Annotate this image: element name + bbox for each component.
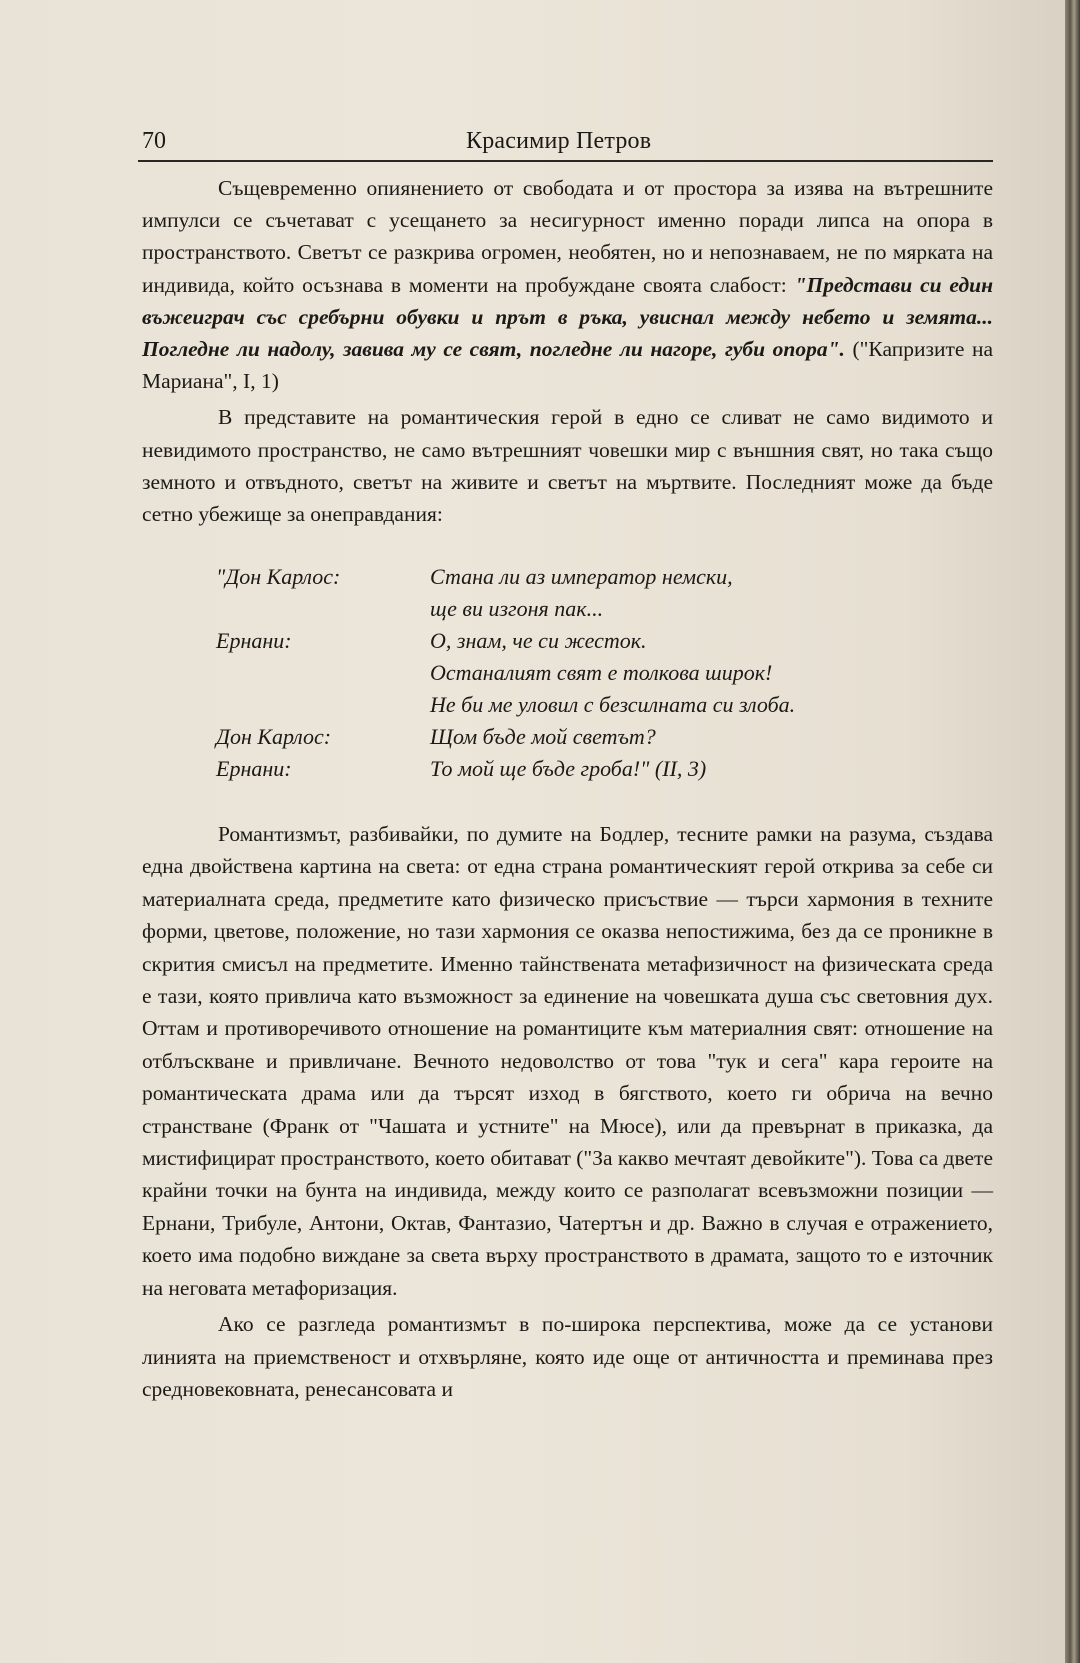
dialogue-line: ще ви изгоня пак... — [430, 596, 604, 621]
running-title: Красимир Петров — [466, 128, 652, 154]
dialogue-row — [216, 625, 976, 657]
paragraph-2: В представите на романтическия герой в едно се сливат не само видимото и невидимото пространство, не само вътрешният човешки мир с външния свят, но така също земното и отвъдното, светът на живите и светът на мъртвите. Последният може да бъде сетно убежище за онеправдания: — [142, 405, 993, 527]
page-header — [138, 126, 993, 162]
body-text-bottom — [142, 818, 993, 1405]
dialogue-row — [216, 753, 976, 785]
dialogue-row — [216, 561, 976, 593]
paragraph-1 — [142, 172, 993, 397]
dialogue-speaker — [216, 689, 430, 721]
dialogue-line: Останалият свят е толкова широк! — [430, 660, 773, 685]
body-text-top — [142, 172, 993, 530]
dialogue-row — [216, 721, 976, 753]
dialogue-row — [216, 657, 976, 689]
dialogue-quote — [216, 561, 976, 785]
paragraph-1-source: ("Капризите на Мариана", I, 1) — [142, 337, 993, 394]
dialogue-row — [216, 593, 976, 625]
book-spine-edge — [1065, 0, 1080, 1663]
dialogue-speaker: Дон Карлос: — [216, 724, 332, 749]
dialogue-speaker: Ернани: — [216, 628, 292, 653]
dialogue-row — [216, 689, 976, 721]
paragraph-3: Романтизмът, разбивайки, по думите на Бодлер, тесните рамки на разума, създава една двойствена картина на света: от една страна романтическият герой открива за себе си материалната среда, предметите като физическо присъствие — търси хармония в техните форми, цветове, положение, но тази хармония се оказва непостижима, без да се проникне в скрития смисъл на предметите. Именно тайнствената метафизичност на физическата среда е тази, която привлича като възможност за единение на човешката душа със световния дух. Оттам и противоречивото отношение на романтиците към материалния свят: отношение на отблъскване и привличане. Вечното недоволство от това "тук и сега" кара героите на романтическата драма или да търсят изход в бягството, което ги обрича на вечно странстване (Франк от "Чашата и устните" на Мюсе), или да превърнат в приказка, да мистифицират пространството, което обитават ("За какво мечтаят девойките"). Това са двете крайни точки на бунта на индивида, между които се разполагат всевъзможни позиции — Ернани, Трибуле, Антони, Октав, Фантазио, Чатертън и др. Важно в случая е отражението, което има подобно виждане за света върху пространството в драмата, защото то е източник на неговата метафоризация. — [142, 822, 993, 1300]
dialogue-line: Не би ме уловил с безсилната си злоба. — [430, 692, 796, 717]
paragraph-1-quote: "Представи си един въжеиграч със сребърни обувки и прът в ръка, увиснал между небето и земята... Погледне ли надолу, завива му се свят, погледне ли нагоре, губи опора". — [142, 272, 994, 362]
dialogue-speaker: "Дон Карлос: — [216, 564, 341, 589]
paragraph-4: Ако се разгледа романтизмът в по-широка перспектива, може да се установи линията на приемственост и отхвърляне, която иде още от античността и преминава през средновековната, ренесансовата и — [142, 1312, 993, 1401]
page-number: 70 — [142, 128, 166, 154]
dialogue-line: Щом бъде мой светът? — [430, 724, 656, 749]
dialogue-speaker — [216, 657, 430, 689]
dialogue-line: О, знам, че си жесток. — [430, 628, 647, 653]
dialogue-speaker — [216, 593, 430, 625]
paragraph-1-text: Същевременно опиянението от свободата и от простора за изява на вътрешните импулси се съчетават с усещането за несигурност именно поради липса на опора в пространството. Светът се разкрива огромен, необятен, но и непознаваем, не по мярката на индивида, който осъзнава в моменти на пробуждане своята слабост: — [142, 176, 993, 297]
dialogue-speaker: Ернани: — [216, 756, 292, 781]
dialogue-line: Стана ли аз император немски, — [430, 564, 733, 589]
dialogue-line: То мой ще бъде гроба!" (II, 3) — [430, 756, 707, 781]
